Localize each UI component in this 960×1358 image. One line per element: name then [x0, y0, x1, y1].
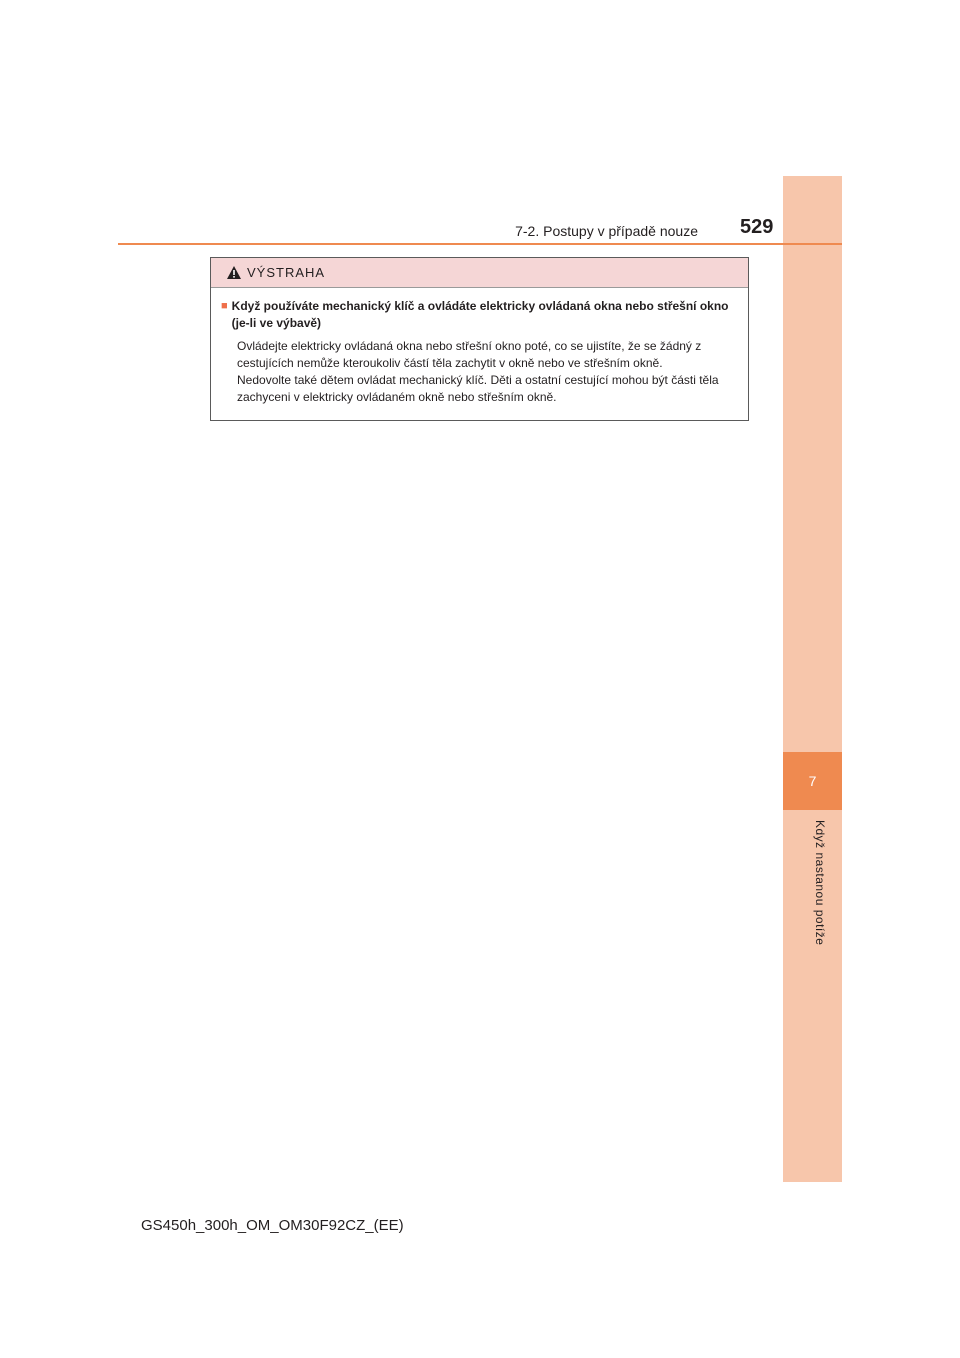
- chapter-number-tab: [783, 752, 842, 810]
- warning-header: [211, 258, 748, 288]
- warning-box: [210, 257, 749, 421]
- header-rule: [118, 243, 842, 245]
- chapter-title: Když nastanou potíže: [813, 820, 827, 946]
- warning-triangle-icon: [227, 266, 241, 279]
- section-title: 7-2. Postupy v případě nouze: [515, 223, 698, 239]
- warning-paragraph-1: Ovládejte elektricky ovládaná okna nebo střešní okno poté, co se ujistíte, že se žádný z cestujících nemůže kteroukoliv částí těla zachytit v okně nebo ve střešním okně.: [237, 339, 702, 370]
- warning-title: VÝSTRAHA: [247, 265, 326, 280]
- warning-bullet-heading: Když používáte mechanický klíč a ovládáte elektricky ovládaná okna nebo střešní okno (je-li ve výbavě): [231, 299, 729, 330]
- bullet-square-icon: ■: [221, 300, 228, 312]
- warning-paragraph-2: Nedovolte také dětem ovládat mechanický klíč. Děti a ostatní cestující mohou být části těla zachyceni v elektricky ovládaném okně nebo střešním okně.: [237, 373, 719, 404]
- footer-document-code: GS450h_300h_OM_OM30F92CZ_(EE): [141, 1217, 404, 1234]
- page-number: 529: [740, 216, 774, 238]
- chapter-number: 7: [808, 773, 817, 789]
- side-chapter-tab: [783, 176, 842, 1182]
- warning-bullet: [221, 298, 738, 332]
- warning-body: [211, 288, 748, 406]
